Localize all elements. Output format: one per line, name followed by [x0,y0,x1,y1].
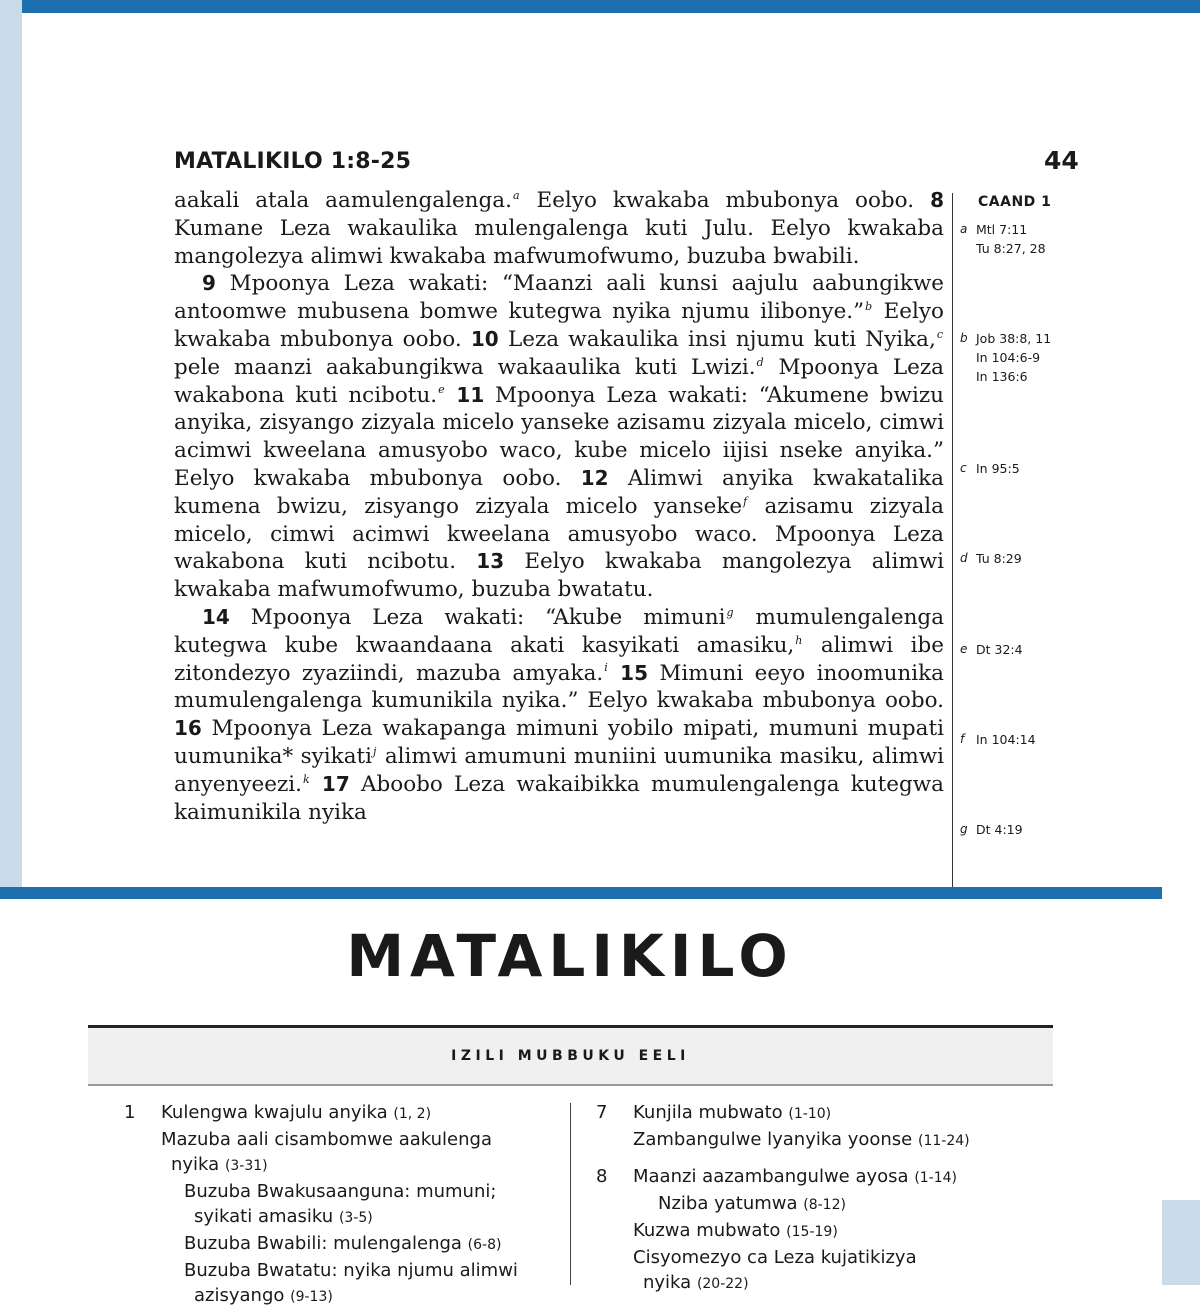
cross-reference-citation[interactable]: Dt 32:4 [976,642,1023,657]
outline-range: (15-19) [786,1224,838,1240]
outline-entry [596,1164,1046,1297]
book-outline [88,1025,1053,1306]
book-title: MATALIKILO [346,922,794,990]
outline-heading: IZILI MUBBUKU EELI [88,1028,1053,1084]
outline-range: (3-31) [224,1158,268,1174]
cross-reference [960,639,1023,659]
cross-reference-letter: f [960,732,965,746]
outline-line [161,1204,544,1231]
outline-line [161,1152,544,1179]
outline-spacer [596,1154,1046,1164]
left-margin-strip [0,0,22,888]
running-head: MATALIKILO 1:8-25 [174,149,412,174]
cross-reference-citation[interactable]: Tu 8:29 [976,551,1022,566]
outline-right-column [596,1100,1046,1297]
cross-reference [960,729,1036,749]
outline-line [633,1127,1046,1154]
outline-text: Nziba yatumwa [658,1193,798,1214]
cross-reference [960,458,1020,478]
outline-text: Mazuba aali cisambomwe aakulenga [161,1129,492,1150]
section-accent-bar [0,887,1162,899]
verse-number: 10 [470,326,499,351]
cross-reference-letter: d [960,551,968,565]
footnote-marker[interactable]: c [936,327,943,341]
outline-entry [596,1100,1046,1154]
outline-left-column [124,1100,544,1310]
cross-reference-citation[interactable]: In 95:5 [976,461,1020,476]
footnote-marker[interactable]: i [604,661,608,675]
outline-text: Buzuba Bwatatu: nyika njumu alimwi [184,1260,518,1281]
outline-line [161,1258,544,1283]
footnote-marker[interactable]: d [756,355,764,369]
outline-range: (1, 2) [393,1106,432,1122]
footnote-marker[interactable]: k [303,772,310,786]
cross-reference-citation[interactable]: In 104:6-9 [976,350,1041,365]
outline-line [161,1127,544,1152]
verse-number: 17 [321,771,350,796]
outline-range: (3-5) [338,1210,373,1226]
outline-text: Kunjila mubwato [633,1102,783,1123]
footnote-marker[interactable]: h [795,633,803,647]
verse-number: 13 [476,549,505,574]
outline-line [161,1231,544,1258]
footnote-marker[interactable]: b [865,300,873,314]
outline-line [633,1245,1046,1270]
verse-number: 16 [174,716,202,741]
outline-range: (11-24) [918,1133,970,1149]
outline-line [161,1179,544,1204]
cross-reference-letter: c [960,461,967,475]
outline-range: (20-22) [696,1276,749,1292]
cross-reference-citation[interactable]: Job 38:8, 11 [976,331,1052,346]
paragraph: 9 Mpoonya Leza wakati: “Maanzi aali kunsi aajulu aabungikwe antoomwe mubusena bomwe kutegwa nyika njumu ilibonye.”$^b$ Eelyo kwakaba mbubonya oobo. 10 Leza wakaulika insi njumu kuti Nyika,$^c$ pele maanzi aakabungikwa wakaaulika kuti Lwizi.$^d$ Mpoonya Leza wakabona kuti ncibotu.$^e$ 11 Mpoonya Leza wakati: “Akumene bwizu anyika, zisyango zizyala micelo yanseke azisamu zizyala micelo, cimwi acimwi kweelana amusyobo waco, kube micelo iijisi nseke anyika.” Eelyo kwakaba mbubonya oobo. 12 Alimwi anyika kwakatalika kumena bwizu, zisyango zizyala micelo yanseke$^f$ azisamu zizyala micelo, cimwi acimwi kweelana amusyobo waco. Mpoonya Leza wakabona kuti ncibotu. 13 Eelyo kwakaba mangolezya alimwi kwakaba mafwumofwumo, buzuba bwatatu. [174,271,945,603]
outline-entry [124,1100,544,1310]
outline-column-divider [570,1103,571,1285]
outline-range: (8-12) [803,1197,846,1213]
outline-line [633,1164,1046,1191]
outline-text: Maanzi aazambangulwe ayosa [633,1166,909,1187]
verse-number: 8 [930,188,944,212]
outline-chapter-number: 8 [596,1166,608,1187]
cross-reference-citation[interactable]: Dt 4:19 [976,822,1023,837]
outline-line [633,1270,1046,1297]
outline-text: syikati amasiku [194,1206,334,1227]
cross-reference-divider [952,193,953,887]
cross-reference-citation[interactable]: Tu 8:27, 28 [976,241,1046,256]
outline-heading-rule [88,1084,1053,1086]
outline-chapter-number: 1 [124,1102,136,1123]
scripture-text [174,187,944,826]
outline-line [161,1100,544,1127]
outline-line [633,1100,1046,1127]
cross-reference-citation[interactable]: In 104:14 [976,732,1036,747]
outline-line [633,1191,1046,1218]
verse-number: 15 [620,660,649,685]
cross-reference-citation[interactable]: Mtl 7:11 [976,222,1028,237]
bible-page [22,13,1200,887]
footnote-marker[interactable]: j [373,744,377,758]
outline-text: Buzuba Bwabili: mulengalenga [184,1233,462,1254]
page-number: 44 [1044,146,1079,175]
right-margin-strip [1162,1200,1200,1285]
cross-reference-letter: a [960,222,968,236]
outline-text: Zambangulwe lyanyika yoonse [633,1129,913,1150]
cross-reference-letter: g [960,822,968,836]
outline-line [633,1218,1046,1245]
cross-reference [960,328,1051,386]
paragraph: aakali atala aamulengalenga.$^a$ Eelyo kwakaba mbubonya oobo. 8 Kumane Leza wakaulika mulengalenga kuti Julu. Eelyo kwakaba mangolezya alimwi kwakaba mafwumofwumo, buzuba bwabili. [174,188,944,269]
verse-number: 12 [580,465,609,490]
cross-reference [960,819,1023,839]
cross-reference-citation[interactable]: In 136:6 [976,369,1028,384]
cross-reference [960,548,1022,568]
outline-text: Cisyomezyo ca Leza kujatikizya [633,1247,917,1268]
outline-range: (6-8) [467,1237,502,1253]
verse-number: 9 [202,271,216,296]
footnote-marker[interactable]: f [743,494,748,508]
outline-text: Kuzwa mubwato [633,1220,781,1241]
verse-number: 11 [456,382,485,407]
cross-reference [960,219,1046,258]
verse-number: 14 [202,604,230,629]
cross-reference-letter: b [960,331,968,345]
footnote-marker[interactable]: e [438,383,445,397]
outline-range: (1-10) [788,1106,832,1122]
outline-range: (1-14) [914,1170,958,1186]
top-accent-bar [22,0,1200,13]
outline-text: azisyango [194,1285,285,1306]
paragraph: 14 Mpoonya Leza wakati: “Akube mimuni$^g$ mumulengalenga kutegwa kube kwaandaana akati kasyikati amasiku,$^h$ alimwi ibe zitondezyo zyaziindi, mazuba amyaka.$^i$ 15 Mimuni eeyo inoomunika mumulengalenga kumunikila nyika.” Eelyo kwakaba mbubonya oobo. 16 Mpoonya Leza wakapanga mimuni yobilo mipati, mumuni mupati uumunika* syikati$^j$ alimwi amumuni muniini uumunika masiku, alimwi anyenyeezi.$^k$ 17 Aboobo Leza wakaibikka mumulengalenga kutegwa kaimunikila nyika [174,604,945,825]
outline-chapter-number: 7 [596,1102,608,1123]
outline-text: Buzuba Bwakusaanguna: mumuni; [184,1181,497,1202]
cross-reference-letter: e [960,642,968,656]
outline-text: Kulengwa kwajulu anyika [161,1102,388,1123]
cross-reference-heading: CAAND 1 [978,194,1052,210]
outline-range: (9-13) [290,1289,333,1305]
outline-text: nyika [643,1272,692,1293]
outline-text: nyika [171,1154,220,1175]
footnote-marker[interactable]: g [726,605,734,619]
outline-line [161,1283,544,1310]
footnote-marker[interactable]: a [512,188,520,202]
